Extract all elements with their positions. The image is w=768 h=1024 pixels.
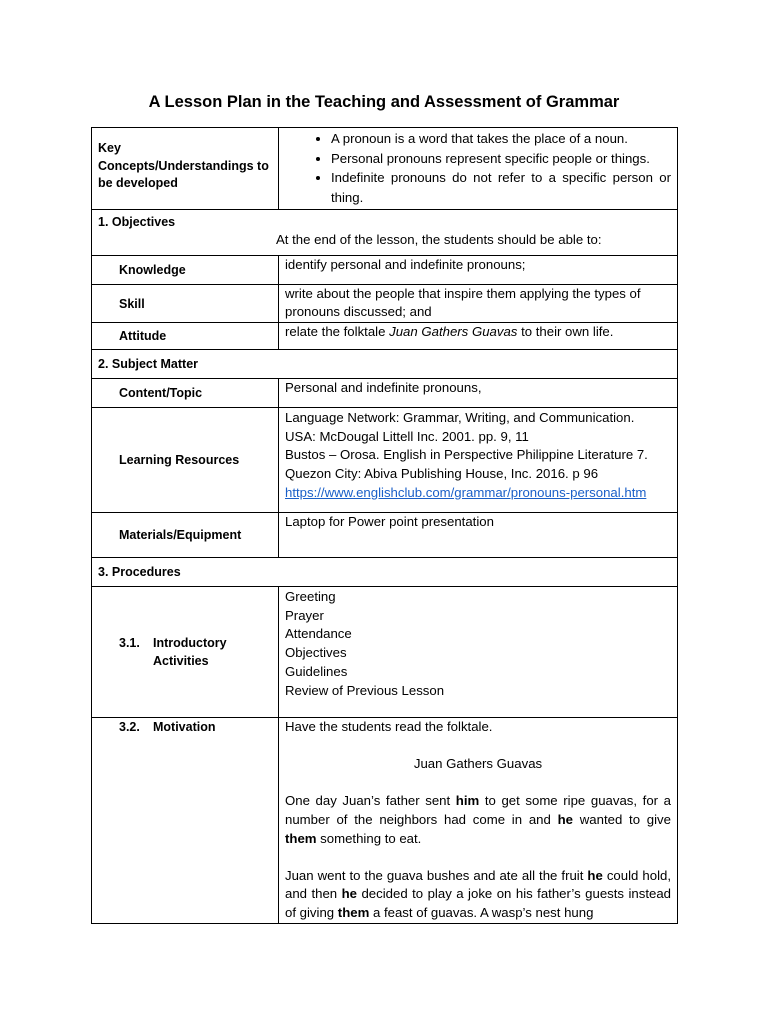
motivation-content	[279, 718, 678, 924]
list-item: Attendance	[285, 626, 352, 642]
resource-line: Quezon City: Abiva Publishing House, Inc. 2016. p 96	[285, 466, 599, 482]
learning-resources-value	[279, 408, 678, 513]
list-item: Guidelines	[285, 663, 348, 679]
objectives-heading: 1. Objectives	[98, 215, 176, 229]
list-item: Prayer	[285, 607, 324, 623]
key-concepts-label: Key Concepts/Understandings to be developed	[92, 128, 279, 210]
document-title: A Lesson Plan in the Teaching and Assessment of Grammar	[148, 93, 620, 111]
knowledge-value: identify personal and indefinite pronouns;	[279, 256, 678, 285]
introductory-activities-label: 3.1. Introductory Activities	[92, 587, 279, 718]
resource-line: USA: McDougal Littell Inc. 2001. pp. 9, 11	[285, 428, 529, 444]
materials-label: Materials/Equipment	[92, 513, 279, 558]
list-item: Review of Previous Lesson	[285, 682, 445, 698]
list-item: • Indefinite pronouns do not refer to a specific person or thing.	[331, 168, 671, 207]
key-concepts-list	[285, 129, 671, 207]
motivation-intro: Have the students read the folktale.	[285, 719, 493, 734]
folktale-title: Juan Gathers Guavas	[389, 324, 518, 339]
resource-link[interactable]: https://www.englishclub.com/grammar/pronouns-personal.htm	[285, 484, 647, 500]
attitude-label: Attitude	[92, 323, 279, 350]
list-item: Greeting	[285, 589, 336, 604]
content-topic-label: Content/Topic	[92, 379, 279, 408]
objectives-intro: At the end of the lesson, the students should be able to:	[276, 232, 602, 247]
attitude-value: relate the folktale Juan Gathers Guavas to their own life.	[279, 323, 678, 350]
learning-resources-label: Learning Resources	[92, 408, 279, 513]
content-topic-value: Personal and indefinite pronouns,	[279, 379, 678, 408]
skill-value: write about the people that inspire them applying the types of pronouns discussed; and	[279, 285, 678, 323]
materials-value: Laptop for Power point presentation	[279, 513, 678, 558]
story-paragraph: One day Juan’s father sent him to get some ripe guavas, for a number of the neighbors had come in and he wanted to give them something to eat.	[285, 793, 671, 846]
subject-matter-heading: 2. Subject Matter	[92, 350, 678, 379]
procedures-heading: 3. Procedures	[92, 558, 678, 587]
resource-line: Language Network: Grammar, Writing, and Communication.	[285, 410, 635, 425]
motivation-label: 3.2. Motivation	[92, 718, 279, 924]
skill-label: Skill	[92, 285, 279, 323]
list-item: • Personal pronouns represent specific people or things.	[331, 149, 671, 169]
objectives-section	[92, 210, 678, 256]
story-paragraph: Juan went to the guava bushes and ate all the fruit he could hold, and then he decided to play a joke on his father’s guests instead of giving them a feast of guavas. A wasp’s nest hung	[285, 867, 671, 920]
resource-line: Bustos – Orosa. English in Perspective Philippine Literature 7.	[285, 447, 648, 463]
list-item: Objectives	[285, 645, 347, 661]
list-item: • A pronoun is a word that takes the place of a noun.	[331, 129, 671, 149]
lesson-plan-table	[91, 127, 678, 924]
introductory-activities-list	[279, 587, 678, 718]
key-concepts-cell	[279, 128, 678, 210]
story-title: Juan Gathers Guavas	[413, 755, 543, 771]
knowledge-label: Knowledge	[92, 256, 279, 285]
